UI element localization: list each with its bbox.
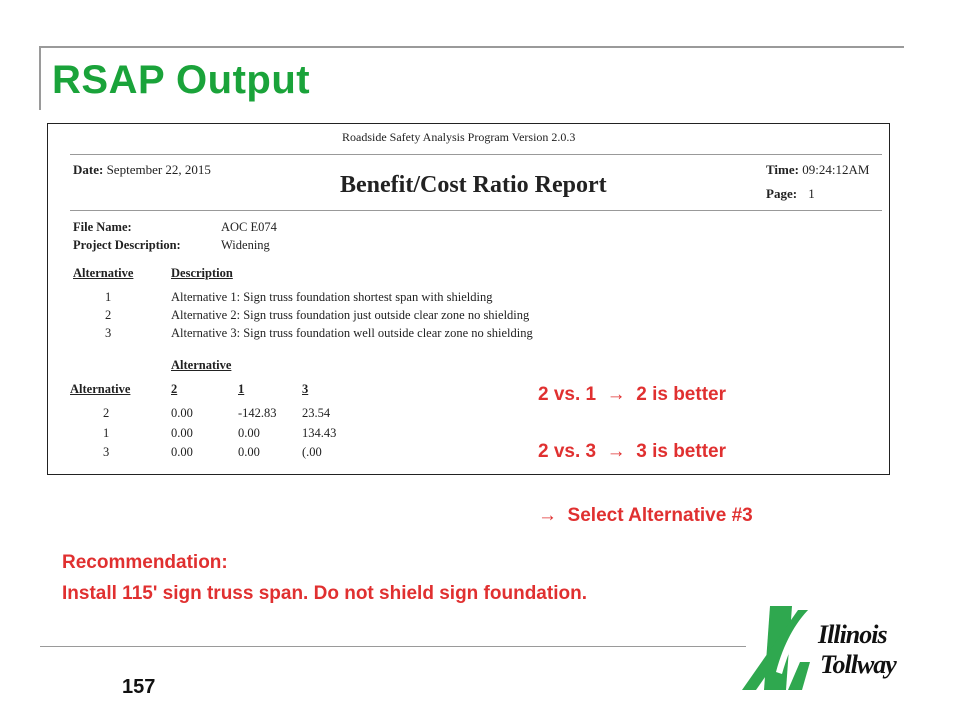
project-value: Widening xyxy=(221,238,270,252)
slide-title: RSAP Output xyxy=(52,58,311,102)
date-value: September 22, 2015 xyxy=(106,162,211,177)
report-divider xyxy=(70,210,882,211)
matrix-cell: 0.00 xyxy=(238,445,260,459)
report-time xyxy=(766,162,869,178)
logo-line-2: Tollway xyxy=(820,650,896,679)
report-divider xyxy=(70,154,882,155)
alt-description: Alternative 3: Sign truss foundation well outside clear zone no shielding xyxy=(171,326,533,340)
matrix-cell: 0.00 xyxy=(238,426,260,440)
project-label: Project Description: xyxy=(73,238,181,252)
bottom-rule xyxy=(40,646,746,647)
comparison-note: 2 vs. 1 → 2 is better xyxy=(538,384,726,405)
top-rule xyxy=(40,46,904,48)
date-label: Date: xyxy=(73,162,104,177)
time-label: Time: xyxy=(766,162,799,177)
report-scan xyxy=(47,123,890,475)
matrix-group-header: Alternative xyxy=(171,358,232,372)
alt-number: 2 xyxy=(105,308,112,322)
alt-description: Alternative 1: Sign truss foundation shortest span with shielding xyxy=(171,290,493,304)
file-name-value: AOC E074 xyxy=(221,220,277,234)
desc-header: Description xyxy=(171,266,233,280)
matrix-row-label: 1 xyxy=(103,426,110,440)
report-program: Roadside Safety Analysis Program Version 2.0.3 xyxy=(342,130,576,144)
page-number: 157 xyxy=(122,676,156,698)
matrix-cell: 134.43 xyxy=(302,426,337,440)
matrix-cell: -142.83 xyxy=(238,406,277,420)
matrix-cell: 0.00 xyxy=(171,426,193,440)
selection-note: → Select Alternative #3 xyxy=(538,505,753,526)
alt-number: 3 xyxy=(105,326,112,340)
matrix-row-label: 3 xyxy=(103,445,110,459)
matrix-cell: 0.00 xyxy=(171,406,193,420)
recommendation-text: Install 115' sign truss span. Do not shield sign foundation. xyxy=(62,583,587,604)
matrix-cell: 23.54 xyxy=(302,406,331,420)
alt-description: Alternative 2: Sign truss foundation just outside clear zone no shielding xyxy=(171,308,530,322)
report-page xyxy=(766,186,815,202)
matrix-row-header: Alternative xyxy=(70,382,131,396)
matrix-col-header: 3 xyxy=(302,382,309,396)
logo-line-1: Illinois xyxy=(818,620,887,649)
page-label: Page: xyxy=(766,186,798,201)
matrix-col-header: 1 xyxy=(238,382,245,396)
file-name-label: File Name: xyxy=(73,220,132,234)
alt-header: Alternative xyxy=(73,266,134,280)
recommendation-label: Recommendation: xyxy=(62,552,228,573)
page-value: 1 xyxy=(808,186,815,201)
matrix-row-label: 2 xyxy=(103,406,110,420)
matrix-cell: (.00 xyxy=(302,445,322,459)
matrix-col-header: 2 xyxy=(171,382,178,396)
report-date xyxy=(73,162,211,178)
left-rule xyxy=(39,46,41,110)
tollway-x-icon xyxy=(740,602,820,694)
illinois-tollway-logo xyxy=(740,602,910,694)
matrix-cell: 0.00 xyxy=(171,445,193,459)
comparison-note: 2 vs. 3 → 3 is better xyxy=(538,441,726,462)
report-title: Benefit/Cost Ratio Report xyxy=(340,172,607,198)
time-value: 09:24:12AM xyxy=(802,162,870,177)
alt-number: 1 xyxy=(105,290,112,304)
